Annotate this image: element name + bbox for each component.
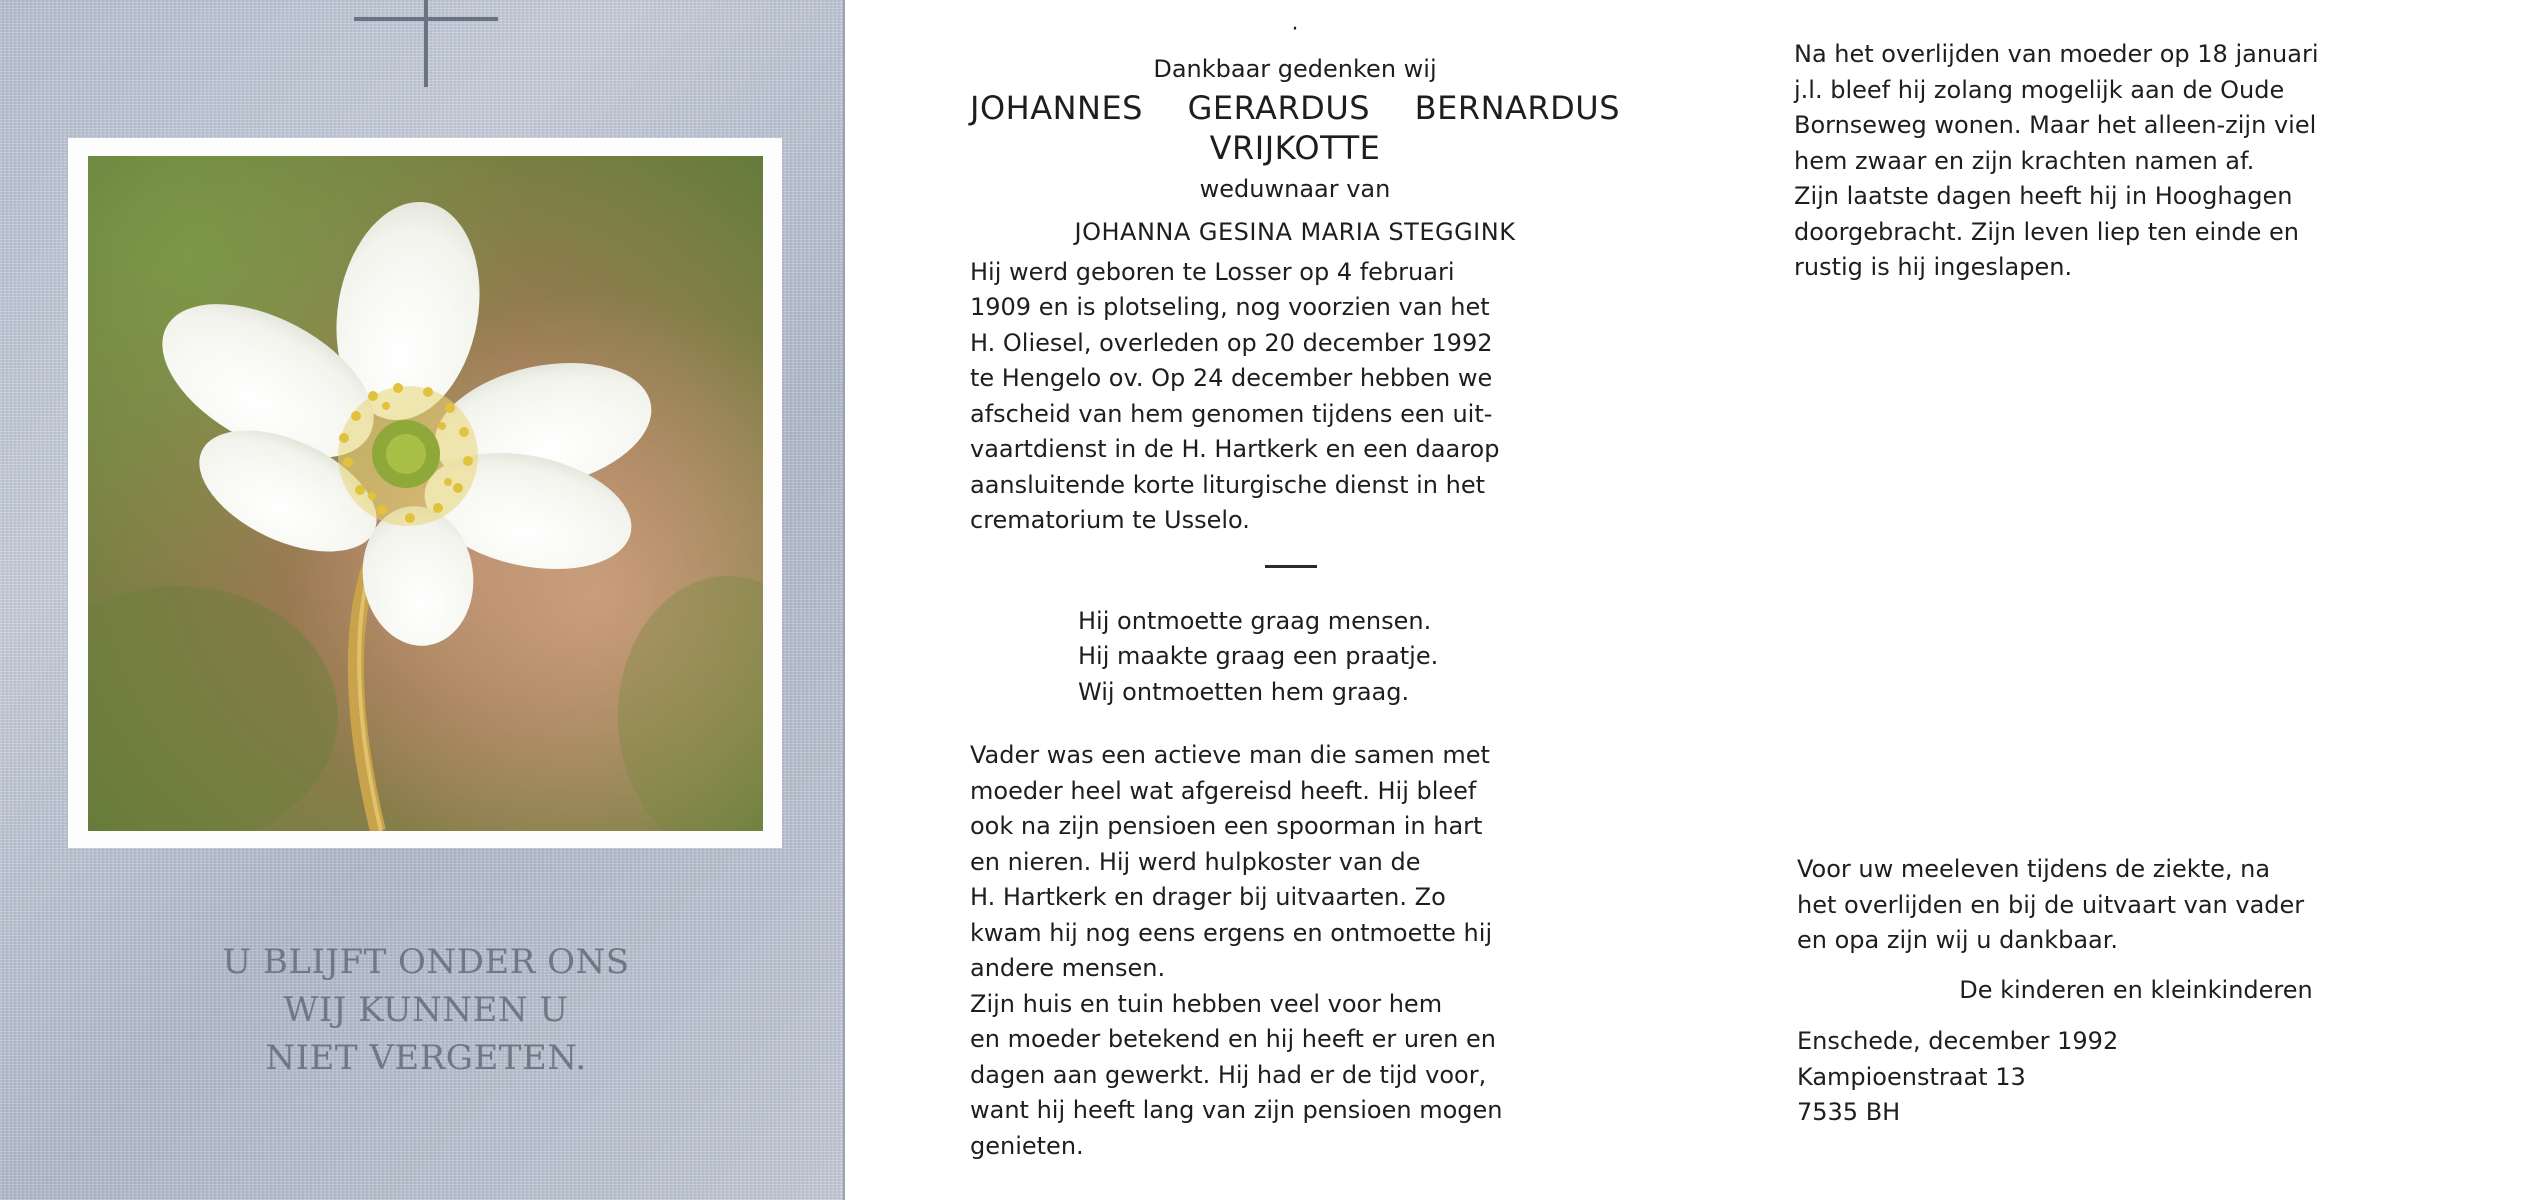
bio-line: 1909 en is plotseling, nog voorzien van het (970, 293, 1490, 321)
relation-line: weduwnaar van (1199, 174, 1391, 203)
address-line: Enschede, december 1992 (1797, 1027, 2119, 1055)
signature: De kinderen en kleinkinderen (1959, 975, 2313, 1004)
inside-left-page (970, 17, 1620, 1164)
story-line: want hij heeft lang van zijn pensioen mogen (970, 1096, 1503, 1124)
thanks-line: Voor uw meeleven tijdens de ziekte, na (1797, 855, 2271, 883)
inside-right-page (1794, 37, 2442, 286)
cover-motto (190, 938, 662, 1082)
thanks-line: en opa zijn wij u dankbaar. (1797, 926, 2119, 954)
poem (1078, 604, 1620, 711)
text-line: Zijn laatste dagen heeft hij in Hooghagen (1794, 182, 2293, 210)
story-line: Zijn huis en tuin hebben veel voor hem (970, 989, 1443, 1018)
cross-icon (424, 0, 428, 87)
story-line: en moeder betekend en hij heeft er uren en (970, 1025, 1496, 1053)
divider (1265, 565, 1317, 568)
surname: VRIJKOTTE (1209, 128, 1381, 167)
photo-frame (68, 138, 782, 848)
story-line: Vader was een actieve man die samen met (970, 741, 1490, 769)
story (970, 738, 1620, 1164)
thanks-line: het overlijden en bij de uitvaart van vader (1797, 890, 2305, 919)
intro-line: Dankbaar gedenken wij (1153, 55, 1437, 83)
third-name: BERNARDUS (1414, 88, 1620, 127)
cover-motto-line: U BLIJFT ONDER ONS (222, 942, 630, 982)
text-line: Na het overlijden van moeder op 18 januari (1794, 40, 2319, 68)
poem-line: Hij maakte graag een praatje. (1078, 642, 1439, 670)
cross-icon-bar (354, 17, 498, 21)
bio-line: vaartdienst in de H. Hartkerk en een daarop (970, 435, 1500, 463)
text-line: rustig is hij ingeslapen. (1794, 253, 2073, 281)
bio-line: aansluitende korte liturgische dienst in het (970, 470, 1486, 499)
story-line: moeder heel wat afgereisd heeft. Hij bleef (970, 776, 1477, 805)
middle-name: GERARDUS (1187, 88, 1371, 127)
address (1797, 1024, 2445, 1131)
text-line: doorgebracht. Zijn leven liep ten einde en (1794, 217, 2300, 246)
story-line: genieten. (970, 1131, 1084, 1160)
bio-line: crematorium te Usselo. (970, 506, 1250, 534)
text-line: j.l. bleef hij zolang mogelijk aan de Oude (1794, 75, 2285, 104)
bio-line: Hij werd geboren te Losser op 4 februari (970, 257, 1455, 286)
spouse-name: JOHANNA GESINA MARIA STEGGINK (1074, 218, 1516, 246)
address-line: Kampioenstraat 13 (1797, 1062, 2026, 1091)
bio-line: H. Oliesel, overleden op 20 december 1992 (970, 328, 1493, 357)
cover-motto-line: WIJ KUNNEN U (283, 990, 569, 1030)
bio-line: afscheid van hem genomen tijdens een uit- (970, 399, 1493, 428)
thanks-section (1797, 852, 2445, 1131)
story-line: kwam hij nog eens ergens en ontmoette hij (970, 918, 1493, 947)
deceased-name (970, 88, 1620, 168)
text-line: hem zwaar en zijn krachten namen af. (1794, 146, 2255, 175)
story-line: andere mensen. (970, 954, 1166, 982)
memorial-card-cover (0, 0, 845, 1200)
white-anemone-image (88, 156, 763, 831)
poem-line: Hij ontmoette graag mensen. (1078, 606, 1432, 635)
story-line: en nieren. Hij werd hulpkoster van de (970, 847, 1421, 876)
bio-line: te Hengelo ov. Op 24 december hebben we (970, 364, 1493, 392)
text-line: Bornseweg wonen. Maar het alleen-zijn viel (1794, 111, 2317, 139)
flower-photo (88, 156, 763, 831)
story-line: dagen aan gewerkt. Hij had er de tijd voor, (970, 1060, 1487, 1089)
biography (970, 255, 1620, 539)
address-line: 7535 BH (1797, 1098, 1901, 1126)
cover-motto-line: NIET VERGETEN. (265, 1038, 587, 1078)
story-line: ook na zijn pensioen een spoorman in hart (970, 812, 1483, 840)
print-dot: · (1291, 17, 1299, 42)
poem-line: Wij ontmoetten hem graag. (1078, 677, 1410, 706)
first-name: JOHANNES (970, 88, 1143, 127)
story-line: H. Hartkerk en drager bij uitvaarten. Zo (970, 883, 1446, 911)
